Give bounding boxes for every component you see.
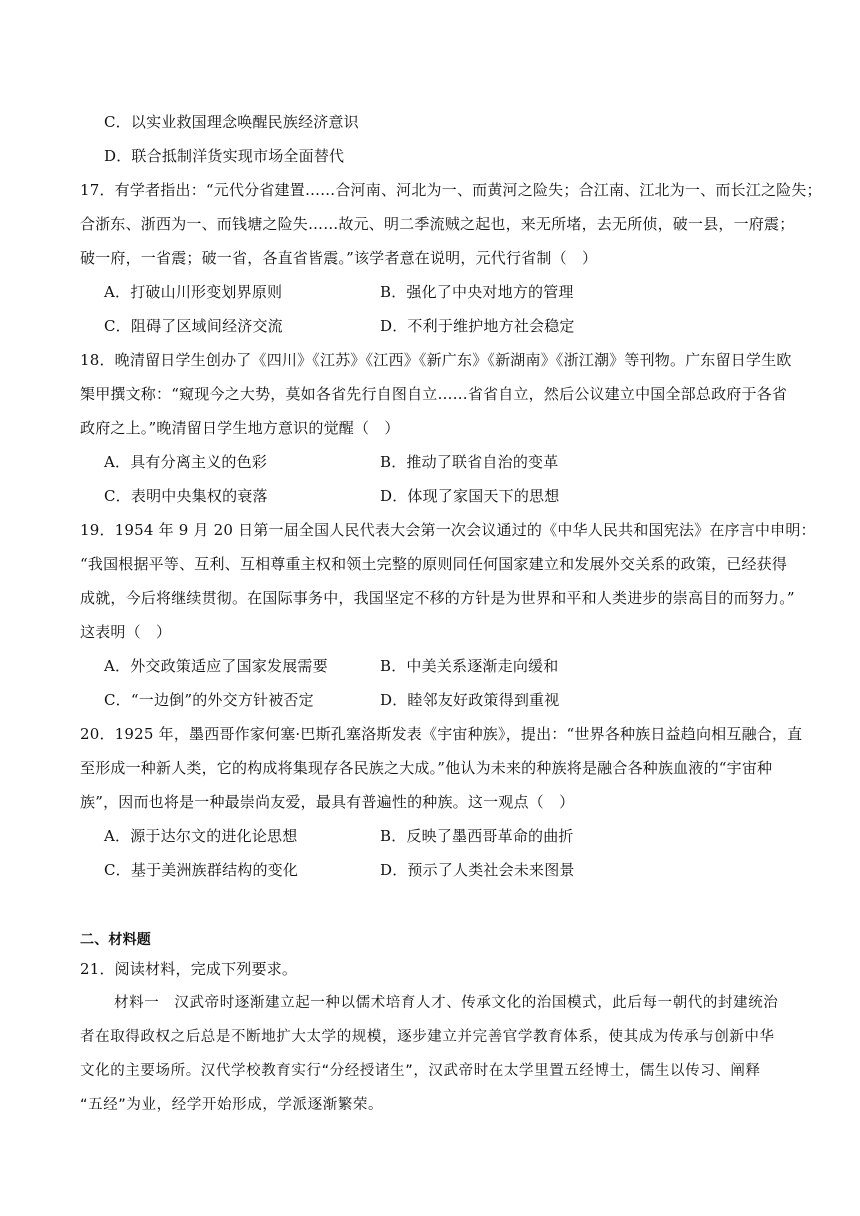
option-16c: C．以实业救国理念唤醒民族经济意识 bbox=[104, 113, 359, 131]
option-18d: D．体现了家国天下的思想 bbox=[380, 487, 560, 505]
material-line: 文化的主要场所。汉代学校教育实行“分经授诸生”，汉武帝时在太学里置五经博士，儒生以传习、阐释 bbox=[80, 1063, 761, 1079]
question-17-stem-line: 破一府，一省震；破一省，各直省皆震。”该学者意在说明，元代行省制（ ） bbox=[80, 249, 598, 267]
question-19-stem-line: 成就，今后将继续贯彻。在国际事务中，我国坚定不移的方针是为世界和平和人类进步的崇高目的而努力。” bbox=[80, 589, 795, 607]
option-17a: A．打破山川形变划界原则 bbox=[104, 283, 283, 301]
question-21-title: 21．阅读材料，完成下列要求。 bbox=[80, 960, 298, 978]
option-19c: C．“一边倒”的外交方针被否定 bbox=[104, 691, 314, 709]
option-18c: C．表明中央集权的衰落 bbox=[104, 487, 268, 505]
question-19-stem-line: “我国根据平等、互利、互相尊重主权和领土完整的原则同任何国家建立和发展外交关系的政策，已经获得 bbox=[80, 555, 788, 573]
option-17d: D．不利于维护地方社会稳定 bbox=[380, 317, 575, 335]
material-line: 材料一 汉武帝时逐渐建立起一种以儒术培育人才、传承文化的治国模式，此后每一朝代的封建统治 bbox=[114, 995, 779, 1011]
option-16d: D．联合抵制洋货实现市场全面替代 bbox=[104, 147, 345, 165]
question-17-stem-line: 17．有学者指出：“元代分省建置……合河南、河北为一、而黄河之险失；合江南、江北为一、而长江之险失； bbox=[80, 181, 822, 199]
question-20-stem-line: 至形成一种新人类，它的构成将集现存各民族之大成。”他认为未来的种族将是融合各种族血液的“宇宙种 bbox=[80, 759, 773, 777]
option-18a: A．具有分离主义的色彩 bbox=[104, 453, 268, 471]
option-17c: C．阻碍了区域间经济交流 bbox=[104, 317, 283, 335]
question-19-stem-line: 这表明（ ） bbox=[80, 623, 172, 641]
material-line: “五经”为业，经学开始形成，学派逐渐繁荣。 bbox=[80, 1097, 384, 1113]
option-20a: A．源于达尔文的进化论思想 bbox=[104, 827, 298, 845]
option-20d: D．预示了人类社会未来图景 bbox=[380, 861, 575, 879]
question-20-stem-line: 20．1925 年，墨西哥作家何塞·巴斯孔塞洛斯发表《宇宙种族》，提出：“世界各种族日益趋向相互融合，直 bbox=[80, 725, 803, 743]
option-19a: A．外交政策适应了国家发展需要 bbox=[104, 657, 328, 675]
option-20c: C．基于美洲族群结构的变化 bbox=[104, 861, 299, 879]
option-19d: D．睦邻友好政策得到重视 bbox=[380, 691, 560, 709]
section-heading: 二、材料题 bbox=[80, 932, 151, 948]
option-17b: B．强化了中央对地方的管理 bbox=[380, 283, 574, 301]
question-18-stem-line: 榘甲撰文称：“窥现今之大势，莫如各省先行自图自立……省省自立，然后公议建立中国全部总政府于各省 bbox=[80, 385, 788, 403]
question-18-stem-line: 政府之上。”晚清留日学生地方意识的觉醒（ ） bbox=[80, 419, 400, 437]
option-20b: B．反映了墨西哥革命的曲折 bbox=[380, 827, 574, 845]
question-18-stem-line: 18．晚清留日学生创办了《四川》《江苏》《江西》《新广东》《新湖南》《浙江潮》等刊物。广东留日学生欧 bbox=[80, 351, 792, 369]
question-20-stem-line: 族”，因而也将是一种最崇尚友爱，最具有普遍性的种族。这一观点（ ） bbox=[80, 793, 575, 811]
material-line: 者在取得政权之后总是不断地扩大太学的规模，逐步建立并完善官学教育体系，使其成为传承与创新中华 bbox=[80, 1029, 775, 1045]
option-18b: B．推动了联省自治的变革 bbox=[380, 453, 559, 471]
question-19-stem-line: 19．1954 年 9 月 20 日第一届全国人民代表大会第一次会议通过的《中华人民共和国宪法》在序言中申明： bbox=[80, 521, 816, 539]
option-19b: B．中美关系逐渐走向缓和 bbox=[380, 657, 559, 675]
question-17-stem-line: 合浙东、浙西为一、而钱塘之险失……故元、明二季流贼之起也，来无所堵，去无所侦，破一县，一府震； bbox=[80, 215, 795, 233]
